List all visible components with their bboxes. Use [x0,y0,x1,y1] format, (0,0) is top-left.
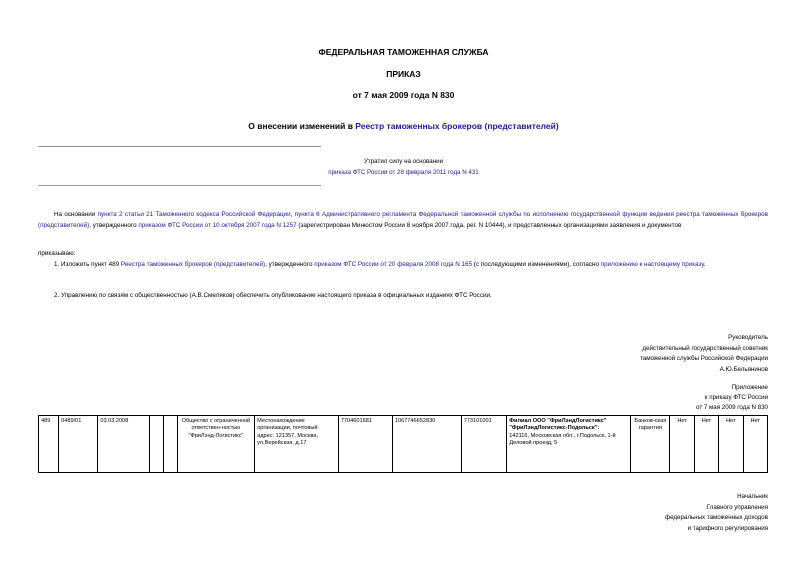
divider-top [38,146,321,147]
signature-block [640,333,768,375]
cell-kpp: 773101001 [461,416,507,473]
cell-date: 03.03.2008 [98,416,150,473]
cell-branch [507,416,631,473]
cell-flag: Нет [743,416,767,473]
cell-reg-number: 0489/01 [59,416,98,473]
item-1-link-registry[interactable]: Реестра таможенных брокеров (представителей) [120,261,266,268]
footer-signature-line: Главного управления [706,503,768,511]
appendix-line: от 7 мая 2009 года N 830 [696,404,768,411]
item-1-text: 1. Изложить пункт 489 [54,261,121,268]
title-link[interactable]: Реестр таможенных брокеров (представителей) [355,121,559,131]
appendix-line: к приказу ФТС России [704,394,768,401]
signature-line: Руководитель [728,334,768,341]
table-row [39,416,768,473]
item-1-text: , утвержденного [265,261,315,268]
agency-name: ФЕДЕРАЛЬНАЯ ТАМОЖЕННАЯ СЛУЖБА [318,47,489,57]
item-2-paragraph: 2. Управлению по связям с общественностью (А.В.Смеляков) обеспечить опубликование настоящего приказа в официальных изданиях ФТС России. [54,292,492,299]
item-1-text: (с последующими изменениями), согласно [472,261,601,268]
order-word: приказываю: [38,250,76,257]
lost-force-note: Утратил силу на основании [363,158,444,165]
preamble-text: (зарегистрирован Минюстом России 8 ноября 2007 года, рег. N 10444), и представленных организациями заявления и документов [296,222,682,229]
branch-address: 142116, Московская обл., г.Подольск, 1-й Деловой проезд, 5 [509,432,616,447]
item-1-link-order[interactable]: приказом ФТС России от 20 февраля 2008 года N 165 [314,261,473,268]
preamble-text: , утвержденного [89,222,139,229]
branch-name: Филиал ООО "ФриЛэндЛогистикс" "ФриЛэндЛогистикс-Подольск": [509,418,607,432]
cell-guarantee: Банков-ская гарантия [631,416,670,473]
cell-flag: Нет [694,416,718,473]
cell-empty [164,416,178,473]
title-prefix: О внесении изменений в [248,121,356,131]
footer-signature-line: Начальник [737,493,768,500]
appendix-line: Приложение [731,384,768,391]
appendix-block [696,383,768,413]
preamble-text: , [290,211,295,218]
signature-line: действительный государственный советник [642,344,768,352]
cell-empty [150,416,164,473]
item-1-paragraph [38,259,768,270]
cell-ogrn: 1067746652830 [392,416,461,473]
cell-flag: Нет [719,416,743,473]
document-type: ПРИКАЗ [386,69,421,79]
preamble-text: На основании [54,211,98,218]
cell-number: 489 [39,416,59,473]
registry-table [38,415,768,473]
document-date: от 7 мая 2009 года N 830 [352,90,455,100]
document-title [0,121,807,131]
footer-signature-line: и тарифного регулирования [687,524,768,532]
cell-flag: Нет [670,416,694,473]
item-1-link-appendix[interactable]: приложению к настоящему приказу [600,261,704,268]
cell-inn: 7704601681 [338,416,392,473]
footer-signature-line: федеральных таможенных доходов [665,514,768,521]
signature-line: таможенной службы Российской Федерации [640,355,768,362]
lost-force-link[interactable]: приказа ФТС России от 28 февраля 2011 года N 431 [328,169,479,176]
cell-address: Местонахождение организации, почтовый адрес: 121357, Москва, ул.Верейская, д.17 [255,416,339,473]
preamble-link-order[interactable]: приказом ФТС России от 10 октября 2007 года N 1257 [138,222,297,229]
cell-company-name: Общество с ограниченной ответствен-ностью "ФриЛэнд-Логистикс" [177,416,254,473]
footer-signature-block [665,492,768,534]
preamble-paragraph [38,209,768,231]
preamble-link-regulation[interactable]: пункта 6 Административного регламента Федеральной таможенной службы по исполнению государственной функции ведения реестра таможенных брокеров (представителей) [38,211,769,229]
preamble-link-code[interactable]: пункта 2 статьи 21 Таможенного кодекса Российской Федерации [97,211,291,218]
divider-bottom [38,185,321,186]
item-1-text: . [703,261,706,268]
signature-line: А.Ю.Бельянинов [719,365,768,373]
